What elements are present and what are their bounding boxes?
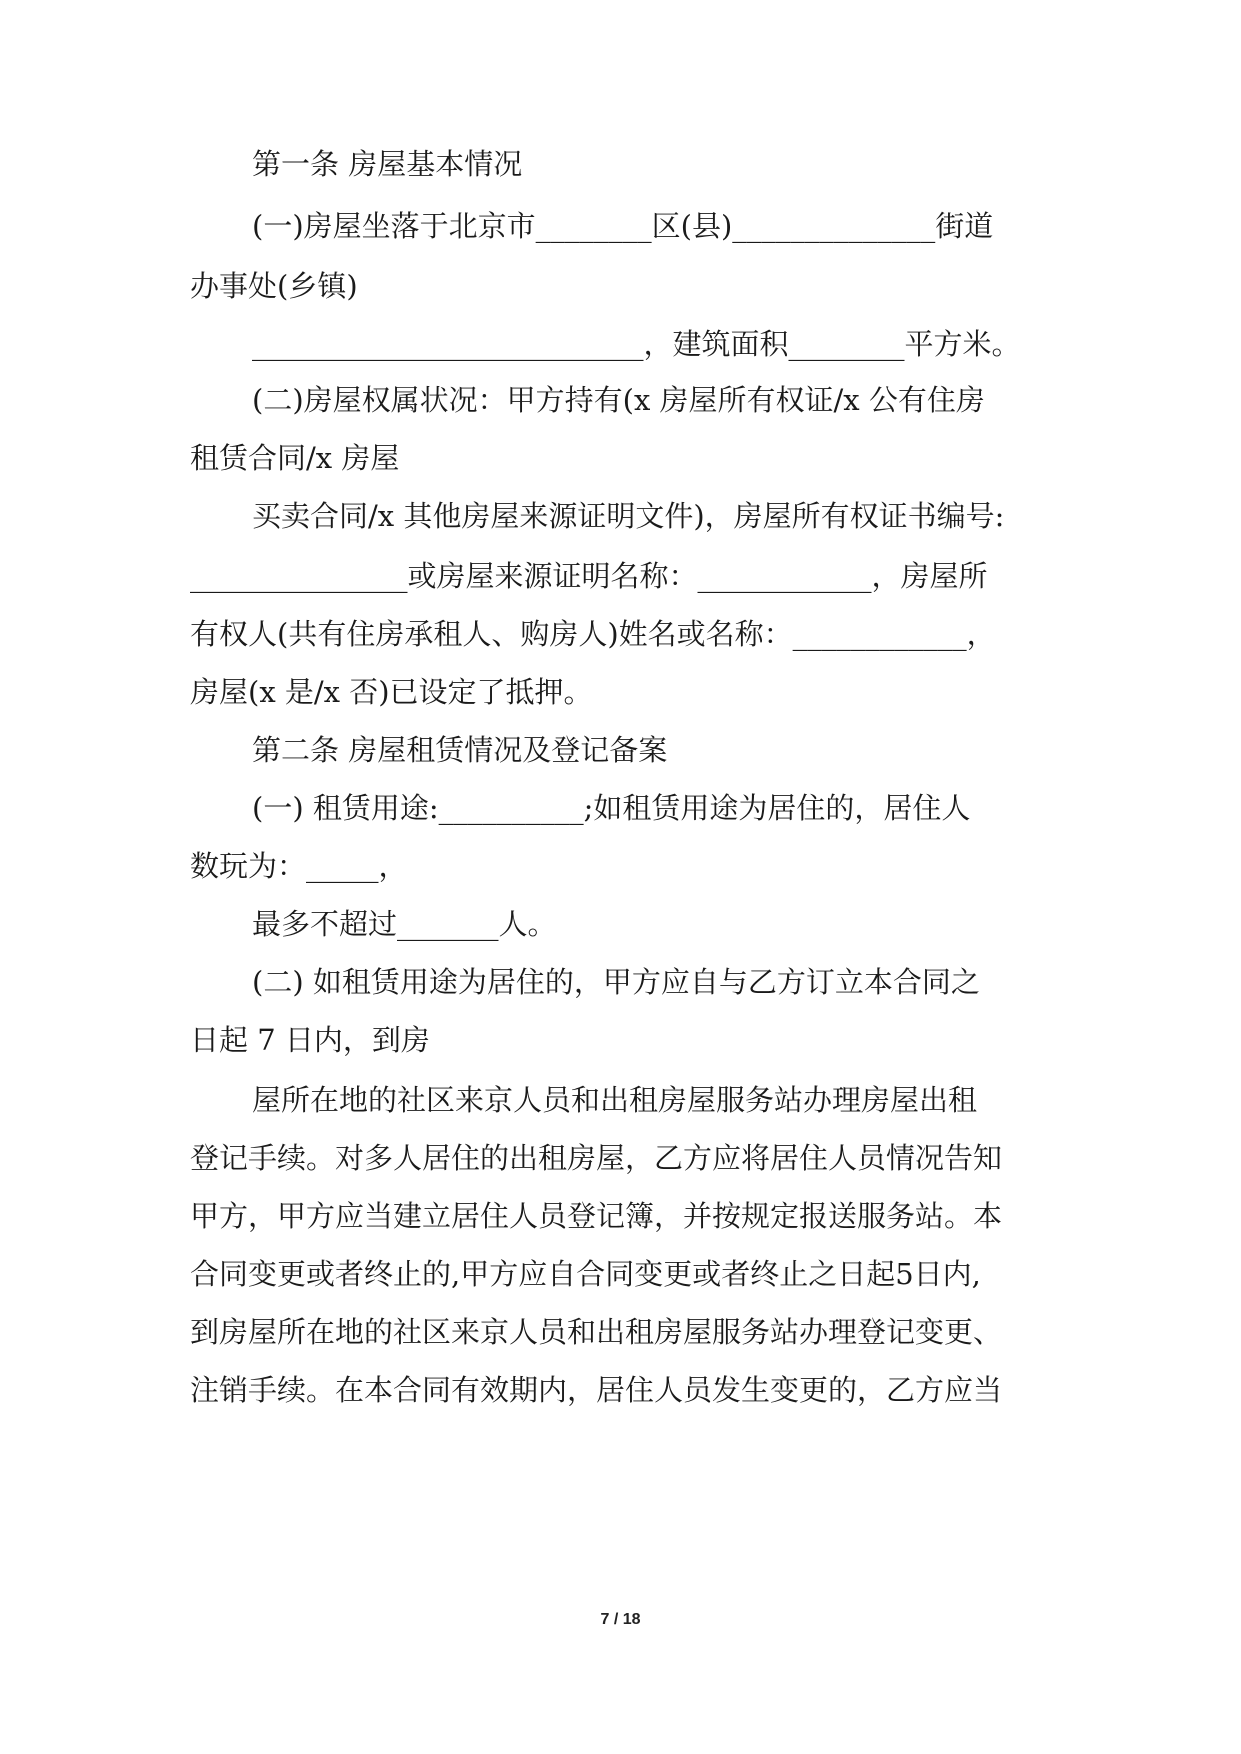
paragraph-line: _______________或房屋来源证明名称：____________，房屋所	[190, 559, 988, 593]
page-number: 7 / 18	[600, 1611, 641, 1628]
paragraph-line: (二) 如租赁用途为居住的，甲方应自与乙方订立本合同之	[252, 965, 980, 999]
paragraph-line: (一)房屋坐落于北京市________区(县)______________街道	[252, 209, 994, 243]
paragraph-line: ___________________________，建筑面积________平方米。	[252, 327, 1021, 361]
paragraph-line: 到房屋所在地的社区来京人员和出租房屋服务站办理登记变更、	[190, 1315, 1003, 1349]
paragraph-line: 屋所在地的社区来京人员和出租房屋服务站办理房屋出租	[252, 1083, 978, 1117]
paragraph-line: 买卖合同/x 其他房屋来源证明文件)，房屋所有权证书编号:	[252, 499, 1005, 533]
paragraph-line: 甲方，甲方应当建立居住人员登记簿，并按规定报送服务站。本	[190, 1199, 1003, 1233]
paragraph-line: 注销手续。在本合同有效期内，居住人员发生变更的，乙方应当	[190, 1373, 1003, 1407]
paragraph-line: 日起 7 日内，到房	[190, 1023, 430, 1057]
paragraph-line: 最多不超过_______人。	[252, 907, 557, 941]
paragraph-line: 房屋(x 是/x 否)已设定了抵押。	[190, 675, 593, 709]
section-heading-1: 第一条 房屋基本情况	[252, 147, 523, 181]
paragraph-line: 租赁合同/x 房屋	[190, 441, 400, 475]
paragraph-line: 合同变更或者终止的,甲方应自合同变更或者终止之日起5日内,	[190, 1257, 981, 1291]
paragraph-line: 数玩为：_____，	[190, 849, 408, 883]
paragraph-line: (一) 租赁用途:__________;如租赁用途为居住的，居住人	[252, 791, 971, 825]
paragraph-line: (二)房屋权属状况：甲方持有(x 房屋所有权证/x 公有住房	[252, 383, 985, 417]
paragraph-line: 办事处(乡镇)	[190, 269, 358, 303]
section-heading-2: 第二条 房屋租赁情况及登记备案	[252, 733, 668, 767]
paragraph-line: 有权人(共有住房承租人、购房人)姓名或名称：____________，	[190, 617, 996, 651]
paragraph-line: 登记手续。对多人居住的出租房屋，乙方应将居住人员情况告知	[190, 1141, 1003, 1175]
